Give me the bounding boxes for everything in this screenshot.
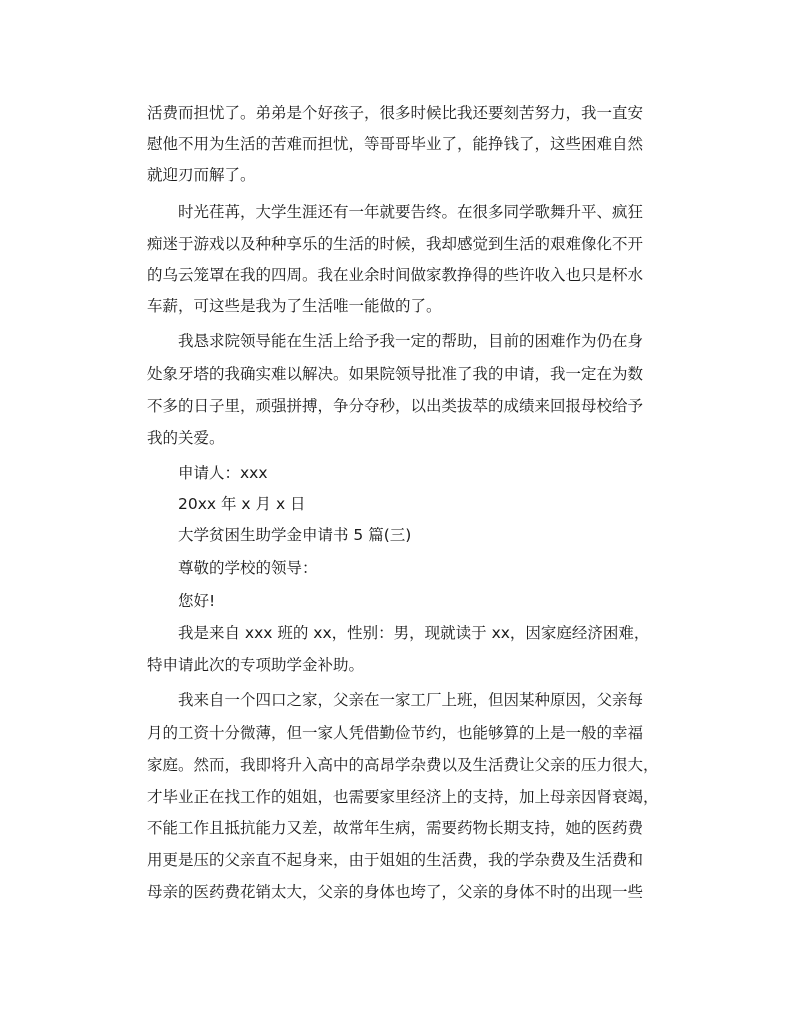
section-heading: 大学贫困生助学金申请书 5 篇(三) [178, 526, 412, 544]
paragraph-line: 就迎刃而解了。 [147, 166, 256, 184]
salutation: 尊敬的学校的领导： [178, 559, 318, 577]
paragraph-line: 活费而担忧了。弟弟是个好孩子，很多时候比我还要刻苦努力，我一直安 [147, 104, 644, 122]
greeting: 您好! [178, 592, 216, 610]
paragraph-line: 用更是压的父亲直不起身来，由于姐姐的生活费，我的学杂费及生活费和 [147, 851, 644, 869]
paragraph-line: 特申请此次的专项助学金补助。 [147, 656, 365, 674]
paragraph-line: 的乌云笼罩在我的四周。我在业余时间做家教挣得的些许收入也只是杯水 [147, 266, 644, 284]
paragraph-line: 时光荏苒，大学生涯还有一年就要告终。在很多同学歌舞升平、疯狂 [178, 203, 644, 221]
application-date: 20xx 年 x 月 x 日 [178, 495, 306, 513]
paragraph-line: 母亲的医药费花销太大，父亲的身体也垮了，父亲的身体不时的出现一些 [147, 883, 644, 901]
paragraph-line: 车薪，可这些是我为了生活唯一能做的了。 [147, 297, 442, 315]
paragraph-line: 处象牙塔的我确实难以解决。如果院领导批准了我的申请，我一定在为数 [147, 365, 644, 383]
paragraph-line: 月的工资十分微薄，但一家人凭借勤俭节约，也能够算的上是一般的幸福 [147, 724, 644, 742]
paragraph-line: 我恳求院领导能在生活上给予我一定的帮助，目前的困难作为仍在身 [178, 332, 644, 350]
paragraph-line: 慰他不用为生活的苦难而担忧，等哥哥毕业了，能挣钱了，这些困难自然 [147, 135, 644, 153]
paragraph-line: 痴迷于游戏以及种种享乐的生活的时候，我却感觉到生活的艰难像化不开 [147, 235, 644, 253]
paragraph-line: 我来自一个四口之家，父亲在一家工厂上班，但因某种原因，父亲每 [178, 691, 644, 709]
paragraph-line: 不多的日子里，顽强拼搏，争分夺秒，以出类拔萃的成绩来回报母校给予 [147, 397, 644, 415]
paragraph-line: 才毕业正在找工作的姐姐，也需要家里经济上的支持，加上母亲因肾衰竭， [147, 788, 659, 806]
paragraph-line: 不能工作且抵抗能力又差，故常年生病，需要药物长期支持，她的医药费 [147, 819, 644, 837]
paragraph-line: 家庭。然而，我即将升入高中的高昂学杂费以及生活费让父亲的压力很大， [147, 756, 659, 774]
paragraph-line: 我是来自 xxx 班的 xx，性别：男，现就读于 xx，因家庭经济困难， [178, 624, 650, 642]
paragraph-line: 我的关爱。 [147, 429, 225, 447]
applicant-signature: 申请人：xxx [178, 464, 268, 482]
